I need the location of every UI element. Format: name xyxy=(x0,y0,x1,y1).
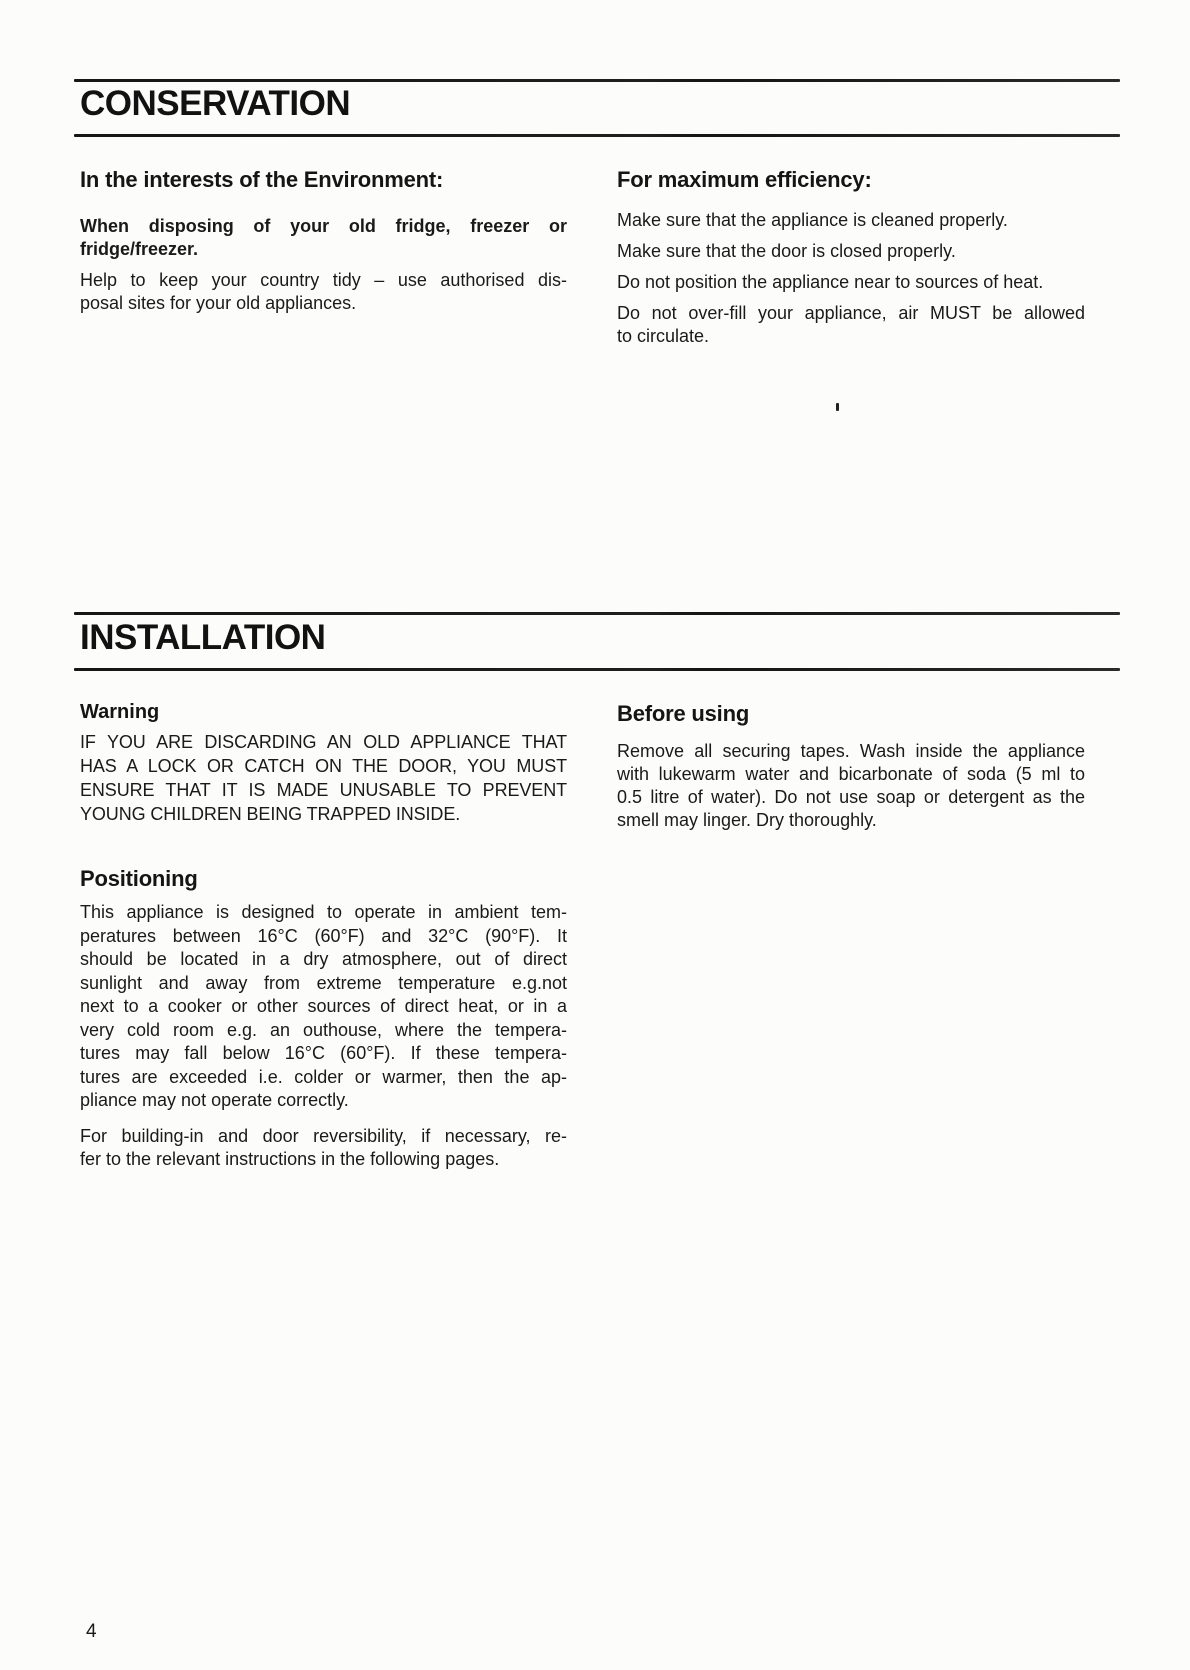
positioning-line: next to a cooker or other sources of direct heat, or in a xyxy=(80,996,567,1016)
environment-body-line: Help to keep your country tidy – use authorised dis- xyxy=(80,270,567,290)
installation-left-column xyxy=(80,700,567,1171)
positioning-heading: Positioning xyxy=(80,866,198,891)
positioning-line: tures are exceeded i.e. colder or warmer, then the ap- xyxy=(80,1066,567,1087)
efficiency-item xyxy=(617,302,1085,348)
conservation-rule-bottom xyxy=(74,134,1120,137)
installation-rule-top xyxy=(74,612,1120,615)
conservation-right-column xyxy=(617,167,1085,348)
efficiency-item-line: Make sure that the door is closed properly. xyxy=(617,241,956,261)
positioning-line: This appliance is designed to operate in ambient tem- xyxy=(80,902,567,922)
building-in-line: For building-in and door reversibility, if necessary, re- xyxy=(80,1125,567,1146)
before-using-paragraph xyxy=(617,740,1085,832)
before-using-line: 0.5 litre of water). Do not use soap or detergent as the xyxy=(617,787,1085,807)
conservation-title: CONSERVATION xyxy=(80,84,351,123)
before-using-line: with lukewarm water and bicarbonate of soda (5 ml to xyxy=(617,764,1085,784)
warning-line: IF YOU ARE DISCARDING AN OLD APPLIANCE THAT xyxy=(80,732,567,752)
efficiency-heading: For maximum efficiency: xyxy=(617,167,872,192)
installation-title: INSTALLATION xyxy=(80,618,326,657)
building-in-line: fer to the relevant instructions in the following pages. xyxy=(80,1148,500,1169)
environment-body-paragraph xyxy=(80,269,567,315)
efficiency-item-line: Do not over-fill your appliance, air MUST be allowed xyxy=(617,303,1085,323)
positioning-line: pliance may not operate correctly. xyxy=(80,1090,349,1110)
building-in-paragraph xyxy=(80,1125,567,1171)
environment-body-line: posal sites for your old appliances. xyxy=(80,293,357,313)
page-number: 4 xyxy=(86,1621,97,1642)
efficiency-item-line: Do not position the appliance near to sources of heat. xyxy=(617,272,1044,292)
conservation-left-column xyxy=(80,167,567,315)
efficiency-item xyxy=(617,271,1085,294)
warning-line: HAS A LOCK OR CATCH ON THE DOOR, YOU MUST xyxy=(80,756,567,776)
positioning-line: tures may fall below 16°C (60°F). If these tempera- xyxy=(80,1043,567,1063)
positioning-line: very cold room e.g. an outhouse, where the tempera- xyxy=(80,1019,567,1040)
scan-artifact-speck xyxy=(836,403,839,411)
warning-paragraph xyxy=(80,730,567,826)
environment-heading: In the interests of the Environment: xyxy=(80,167,444,192)
positioning-line: sunlight and away from extreme temperature e.g.not xyxy=(80,972,567,993)
before-using-line: Remove all securing tapes. Wash inside the appliance xyxy=(617,741,1085,761)
installation-rule-bottom xyxy=(74,668,1120,671)
positioning-line: peratures between 16°C (60°F) and 32°C (90°F). It xyxy=(80,925,567,946)
efficiency-item-line: to circulate. xyxy=(617,326,710,346)
positioning-paragraph xyxy=(80,901,567,1113)
before-using-line: smell may linger. Dry thoroughly. xyxy=(617,810,877,830)
efficiency-item xyxy=(617,209,1085,232)
warning-heading: Warning xyxy=(80,701,160,723)
efficiency-item-line: Make sure that the appliance is cleaned properly. xyxy=(617,210,1008,230)
environment-bold-paragraph xyxy=(80,215,567,261)
installation-right-column xyxy=(617,701,1085,832)
positioning-line: should be located in a dry atmosphere, out of direct xyxy=(80,949,567,969)
environment-bold-line: When disposing of your old fridge, freezer or xyxy=(80,216,567,236)
warning-line: YOUNG CHILDREN BEING TRAPPED INSIDE. xyxy=(80,804,461,824)
environment-bold-line: fridge/freezer. xyxy=(80,239,199,259)
warning-line: ENSURE THAT IT IS MADE UNUSABLE TO PREVENT xyxy=(80,780,567,800)
efficiency-item xyxy=(617,240,1085,263)
before-using-heading: Before using xyxy=(617,701,750,726)
